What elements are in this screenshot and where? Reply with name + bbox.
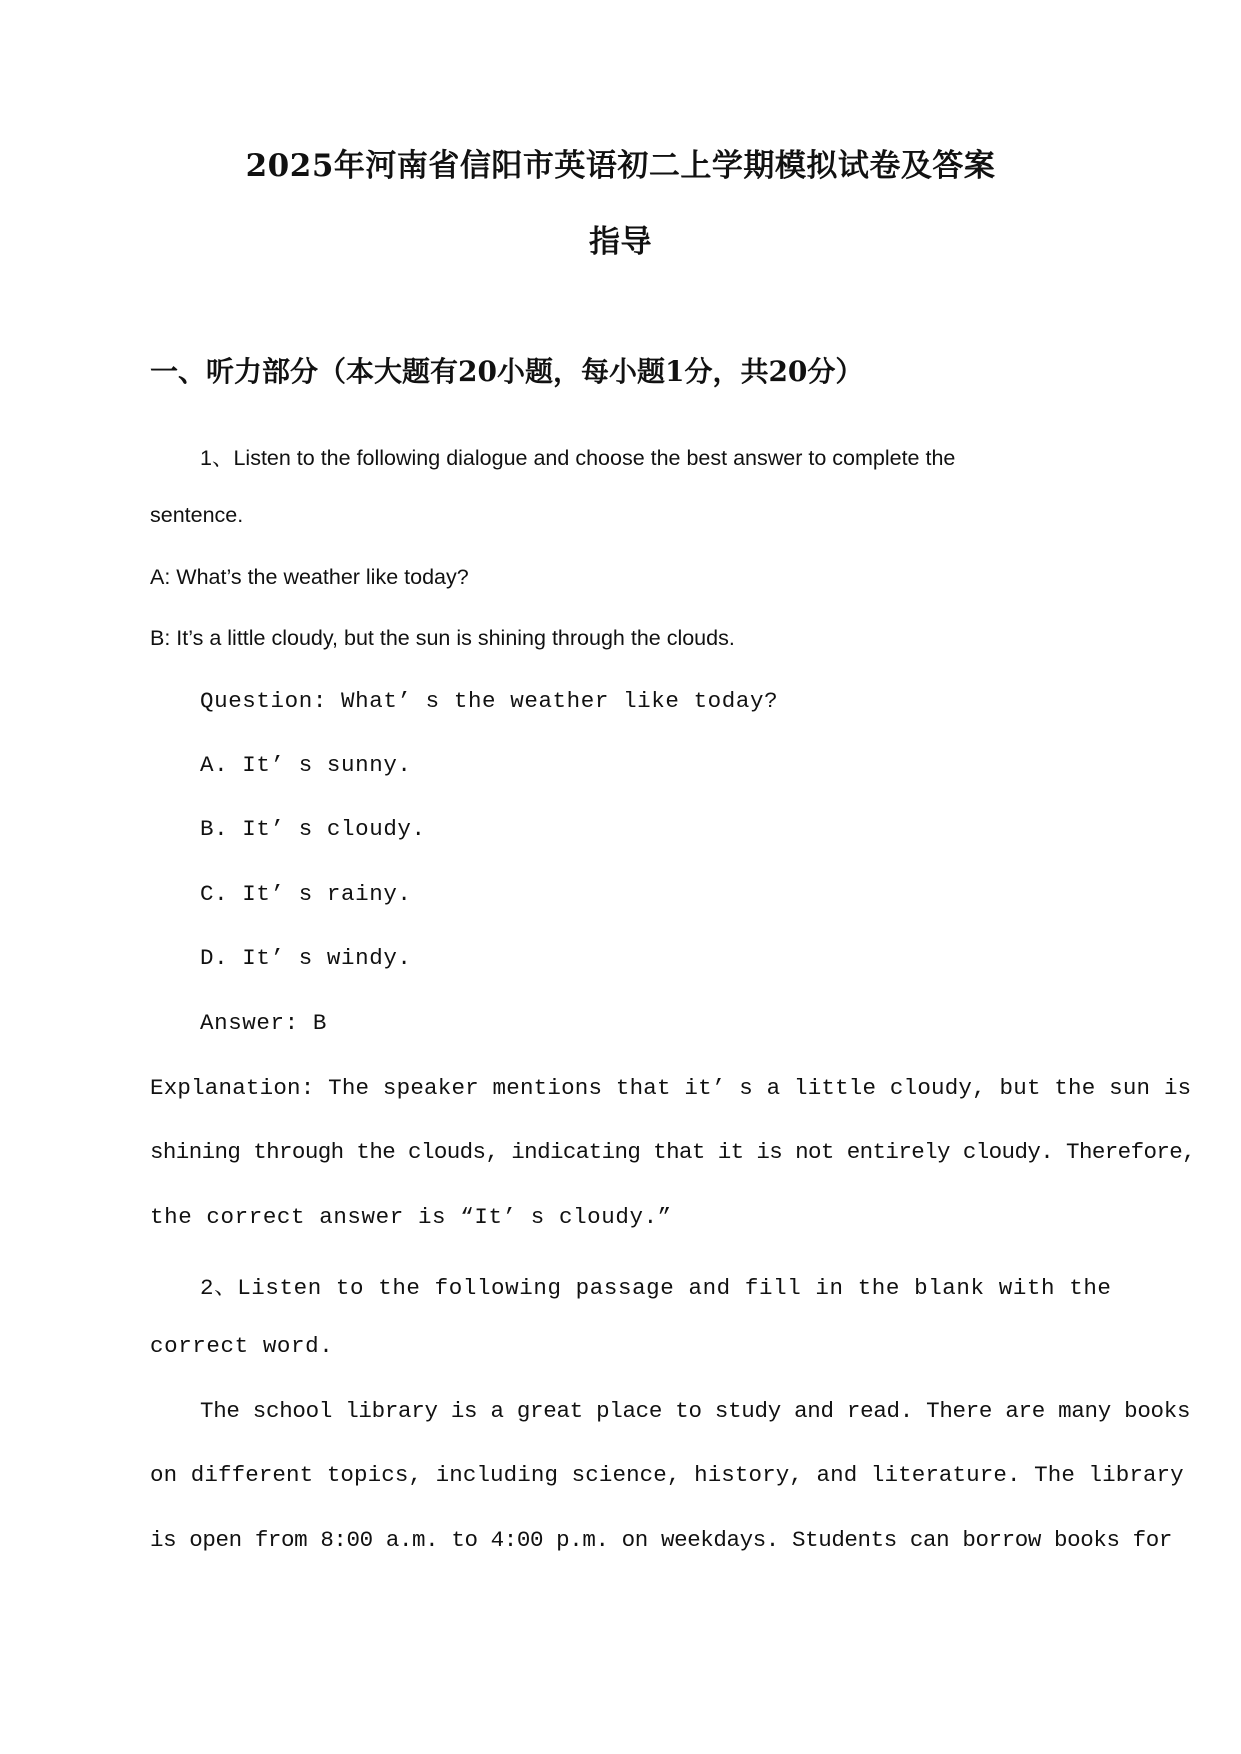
option-b: B. It’ s cloudy. (200, 816, 426, 842)
question-2-prompt-line-2: correct word. (150, 1333, 334, 1359)
passage-line-3: is open from 8:00 a.m. to 4:00 p.m. on weekdays. Students can borrow books for (150, 1527, 1172, 1553)
option-a: A. It’ s sunny. (200, 752, 412, 778)
explanation-line-1: Explanation: The speaker mentions that it’ s a little cloudy, but the sun is (150, 1075, 1192, 1101)
question-1-prompt-line-1: 1、Listen to the following dialogue and choose the best answer to complete the (200, 446, 956, 470)
dialogue-line-a: A: What’s the weather like today? (150, 565, 469, 589)
option-c: C. It’ s rainy. (200, 881, 412, 907)
section-heading: 一、听力部分（本大题有20小题，每小题1分，共20分） (150, 355, 864, 388)
document-title-line-1: 2025年河南省信阳市英语初二上学期模拟试卷及答案 (245, 148, 996, 184)
document-title-line-2: 指导 (589, 224, 652, 260)
explanation-line-2: shining through the clouds, indicating that it is not entirely cloudy. Therefore, (150, 1139, 1196, 1165)
explanation-line-3: the correct answer is “It’ s cloudy.” (150, 1204, 672, 1230)
passage-line-2: on different topics, including science, history, and literature. The library (150, 1462, 1184, 1488)
passage-line-1: The school library is a great place to study and read. There are many books (200, 1398, 1191, 1424)
option-d: D. It’ s windy. (200, 945, 412, 971)
question-1-prompt-line-2: sentence. (150, 503, 244, 527)
dialogue-line-b: B: It’s a little cloudy, but the sun is shining through the clouds. (150, 626, 735, 650)
question-2-prompt-line-1: 2、Listen to the following passage and fill in the blank with the (200, 1275, 1112, 1301)
question-1-question: Question: What’ s the weather like today? (200, 688, 779, 714)
answer-text: Answer: B (200, 1010, 327, 1036)
